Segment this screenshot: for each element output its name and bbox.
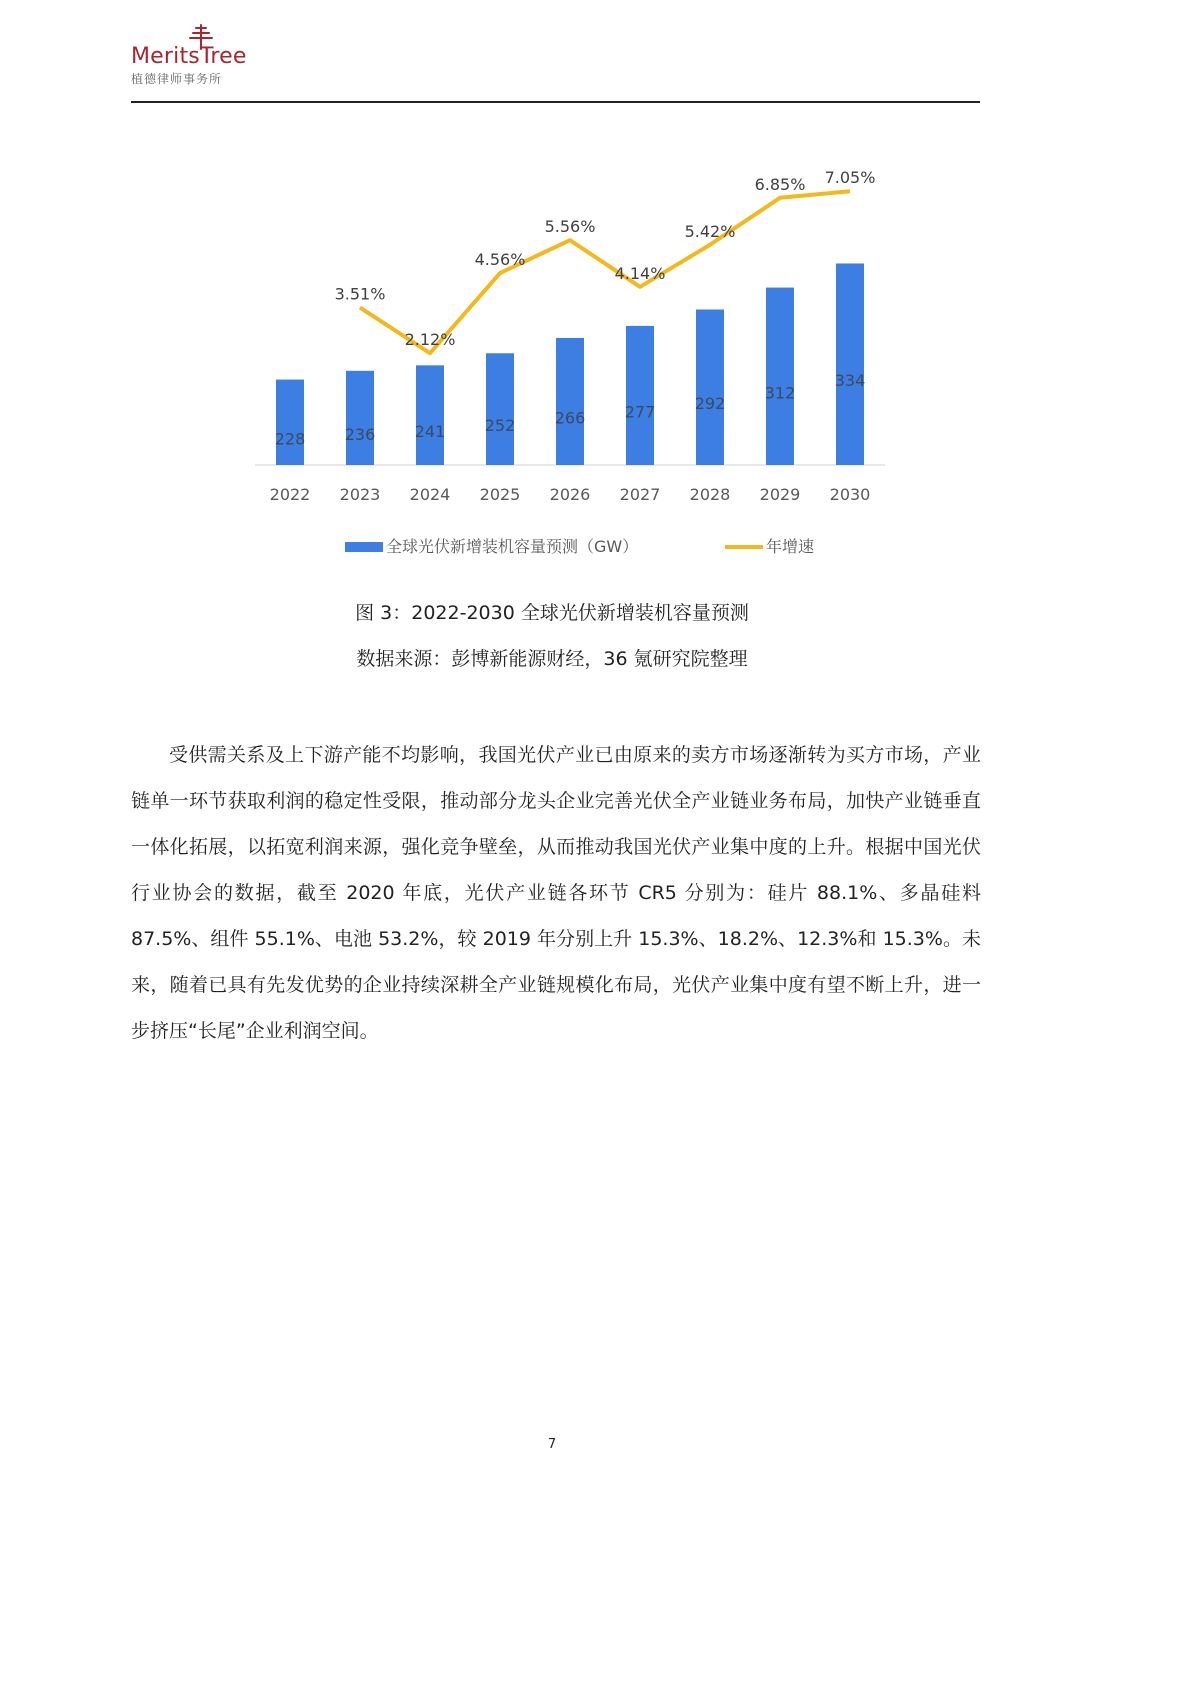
x-tick-label: 2026 (549, 485, 591, 504)
bar-2022 (276, 380, 304, 465)
legend-line-label: 年增速 (766, 537, 815, 556)
logo-name: MeritsTree (131, 44, 247, 69)
bar-value-label: 266 (554, 408, 586, 428)
bar-value-label: 228 (274, 429, 306, 449)
bar-value-label: 334 (834, 371, 866, 391)
x-tick-label: 2030 (829, 485, 871, 504)
x-tick-label: 2022 (269, 485, 311, 504)
bar-2025 (486, 353, 514, 465)
bar-2028 (696, 309, 724, 465)
growth-value-label: 3.51% (334, 284, 386, 304)
bar-value-label: 236 (344, 424, 376, 444)
growth-value-label: 6.85% (754, 174, 806, 194)
page-number: 7 (547, 1437, 557, 1452)
bar-2024 (416, 365, 444, 465)
legend-bar-label: 全球光伏新增装机容量预测（GW） (386, 537, 639, 556)
growth-value-label: 4.56% (474, 250, 526, 270)
capacity-forecast-chart (245, 168, 885, 570)
growth-value-label: 5.42% (684, 221, 736, 241)
x-tick-label: 2025 (479, 485, 521, 504)
source-caption: 数据来源：彭博新能源财经，36 氪研究院整理 (356, 648, 748, 670)
page-header (131, 24, 981, 102)
growth-value-label: 2.12% (404, 330, 456, 350)
bar-2026 (556, 338, 584, 465)
bar-value-label: 292 (694, 394, 726, 414)
body-paragraph: 受供需关系及上下游产能不均影响，我国光伏产业已由原来的卖方市场逐渐转为买方市场，产业链单一环节获取利润的稳定性受限，推动部分龙头企业完善光伏全产业链业务布局，加快产业链垂直一体化拓展，以拓宽利润来源，强化竞争壁垒，从而推动我国光伏产业集中度的上升。根据中国光伏行业协会的数据，截至 2020 年底，光伏产业链各环节 CR5 分别为：硅片 88.1%、多晶硅料 87.5%、组件 55.1%、电池 53.2%，较 2019 年分别上升 15.3%、18.2%、12.3%和 15.3%。未来，随着已具有先发优势的企业持续深耕全产业链规模化布局，光伏产业集中度有望不断上升，进一步挤压“长尾”企业利润空间。 (131, 744, 981, 1042)
bar-value-label: 312 (764, 383, 796, 403)
bar-2027 (626, 326, 654, 465)
x-tick-label: 2024 (409, 485, 451, 504)
x-tick-label: 2029 (759, 485, 801, 504)
bar-value-label: 277 (624, 402, 656, 422)
x-tick-label: 2028 (689, 485, 731, 504)
x-tick-label: 2023 (339, 485, 381, 504)
figure-caption: 图 3：2022-2030 全球光伏新增装机容量预测 (355, 602, 749, 624)
growth-value-label: 7.05% (824, 168, 876, 188)
x-tick-label: 2027 (619, 485, 661, 504)
bar-value-label: 241 (414, 422, 446, 442)
growth-value-label: 4.14% (614, 263, 666, 283)
bar-value-label: 252 (484, 416, 516, 436)
growth-value-label: 5.56% (544, 217, 596, 237)
bar-2030 (836, 263, 864, 465)
bar-2023 (346, 371, 374, 465)
bar-2029 (766, 288, 794, 465)
logo-subtitle: 植德律师事务所 (131, 72, 223, 86)
header-divider (131, 101, 980, 103)
legend-bar-swatch (345, 542, 383, 552)
